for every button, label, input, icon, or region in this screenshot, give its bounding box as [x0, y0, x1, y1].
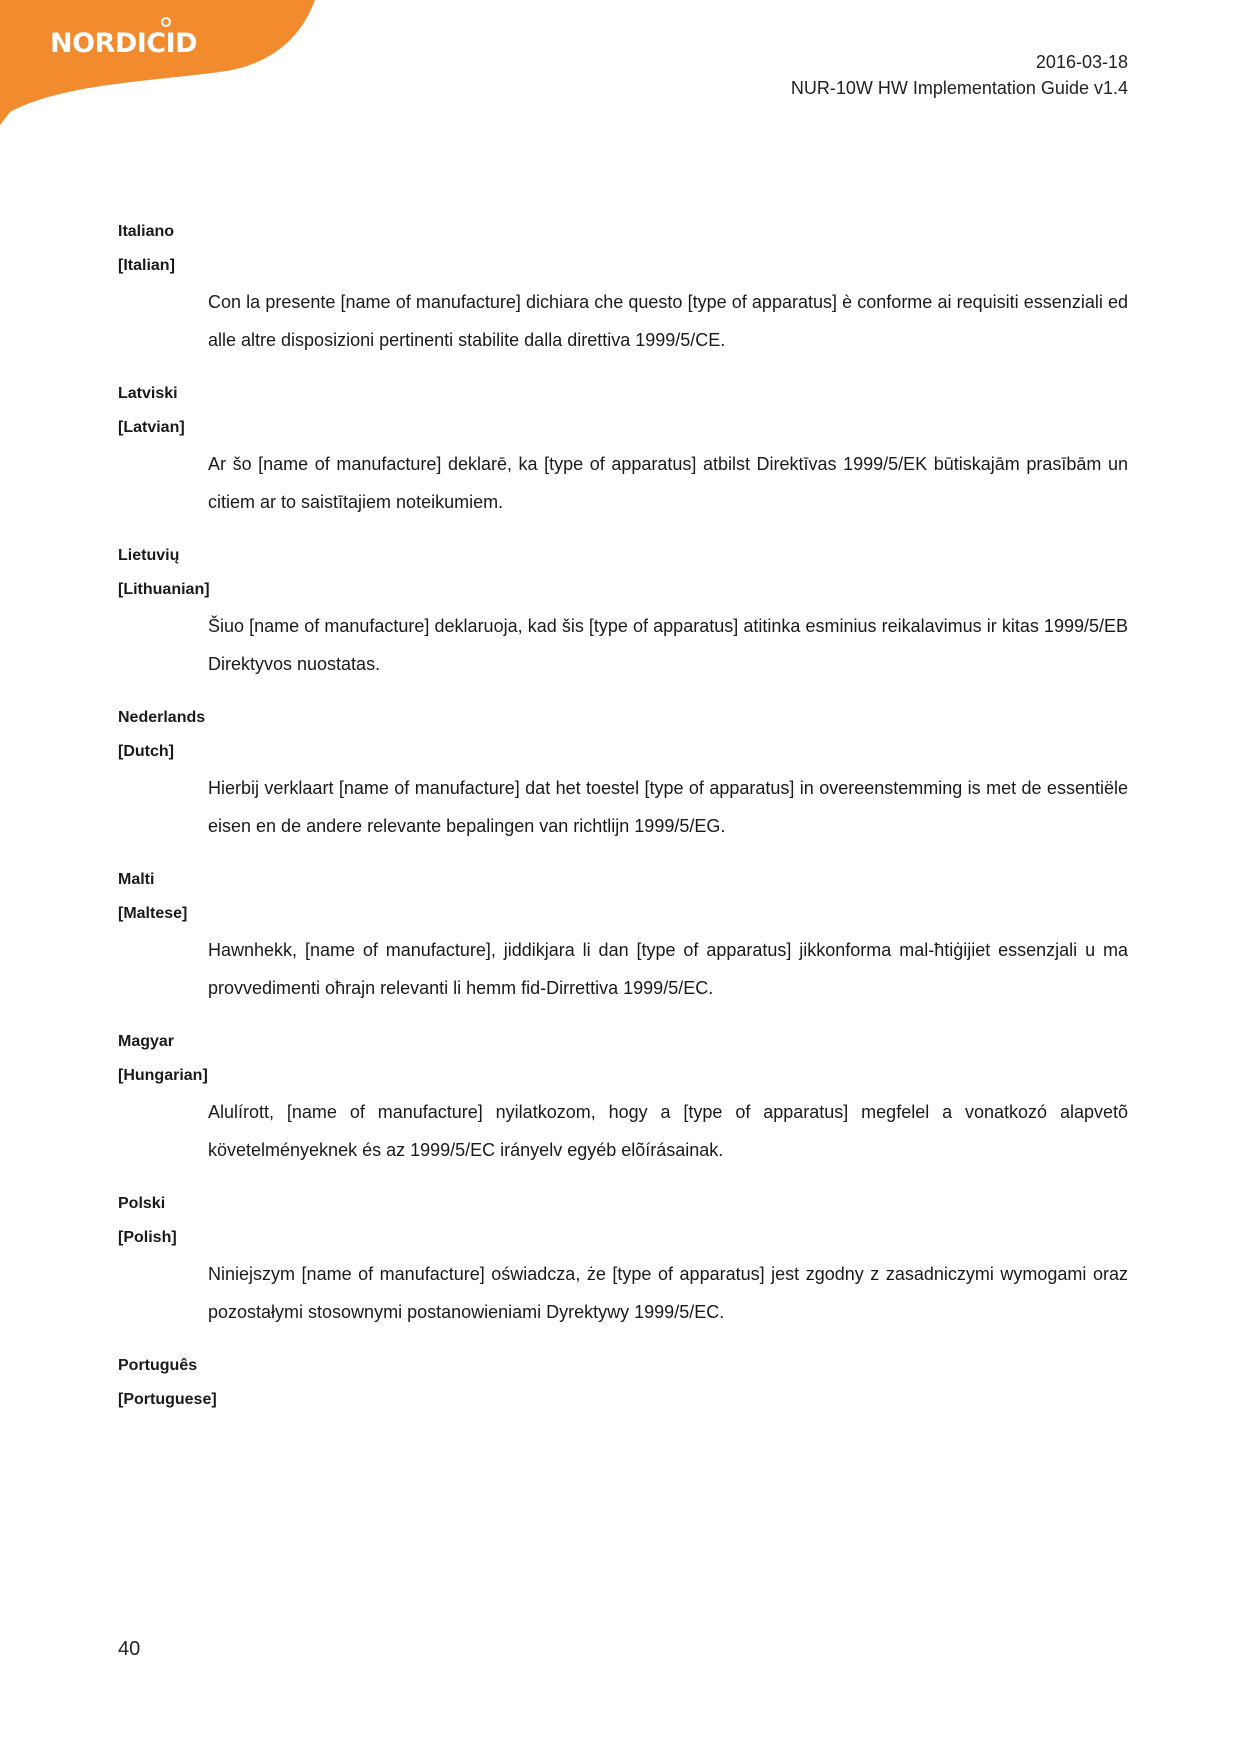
page-number: 40 — [118, 1638, 141, 1660]
language-english-name: [Maltese] — [118, 905, 188, 922]
language-section-polish — [118, 1194, 1128, 1331]
language-english-name: [Hungarian] — [118, 1067, 208, 1084]
language-section-latvian — [118, 384, 1128, 521]
declaration-statement: Alulírott, [name of manufacture] nyilatkozom, hogy a [type of apparatus] megfelel a vonatkozó alapvetõ követelményeknek és az 1999/5/EC irányelv egyéb elõírásainak. — [208, 1102, 1128, 1160]
logo-mark-icon — [161, 17, 171, 27]
language-native-name: Português — [118, 1357, 198, 1374]
header-brand-shape — [0, 0, 320, 130]
language-english-name: [Portuguese] — [118, 1391, 217, 1408]
declarations-list — [118, 222, 1128, 1435]
declaration-statement: Ar šo [name of manufacture] deklarē, ka [type of apparatus] atbilst Direktīvas 1999/5/EK būtiskajām prasībām un citiem ar to saistītajiem noteikumiem. — [208, 454, 1128, 512]
declaration-statement: Hierbij verklaart [name of manufacture] dat het toestel [type of apparatus] in overeenstemming is met de essentiële eisen en de andere relevante bepalingen van richtlijn 1999/5/EG. — [208, 778, 1128, 836]
language-english-name: [Polish] — [118, 1229, 177, 1246]
declaration-statement: Con la presente [name of manufacture] dichiara che questo [type of apparatus] è conforme ai requisiti essenziali ed alle altre disposizioni pertinenti stabilite dalla direttiva 1999/5/CE. — [208, 292, 1128, 350]
language-section-portuguese — [118, 1356, 1128, 1410]
language-native-name: Malti — [118, 871, 155, 888]
language-english-name: [Dutch] — [118, 743, 174, 760]
language-english-name: [Lithuanian] — [118, 581, 210, 598]
language-section-dutch — [118, 708, 1128, 845]
language-section-maltese — [118, 870, 1128, 1007]
language-section-hungarian — [118, 1032, 1128, 1169]
declaration-statement: Niniejszym [name of manufacture] oświadcza, że [type of apparatus] jest zgodny z zasadniczymi wymogami oraz pozostałymi stosownymi postanowieniami Dyrektywy 1999/5/EC. — [208, 1264, 1128, 1322]
language-native-name: Nederlands — [118, 709, 206, 726]
language-native-name: Italiano — [118, 223, 175, 240]
language-english-name: [Latvian] — [118, 419, 185, 436]
language-native-name: Magyar — [118, 1033, 175, 1050]
language-native-name: Lietuvių — [118, 547, 180, 564]
language-native-name: Polski — [118, 1195, 166, 1212]
document-title: NUR-10W HW Implementation Guide v1.4 — [790, 78, 1128, 98]
language-native-name: Latviski — [118, 385, 178, 402]
nordicid-logo: NORDICID — [50, 28, 198, 59]
declaration-statement: Šiuo [name of manufacture] deklaruoja, kad šis [type of apparatus] atitinka esminius reikalavimus ir kitas 1999/5/EB Direktyvos nuostatas. — [208, 616, 1128, 674]
language-english-name: [Italian] — [118, 257, 175, 274]
language-section-lithuanian — [118, 546, 1128, 683]
language-section-italian — [118, 222, 1128, 359]
header-meta — [791, 49, 1128, 101]
document-date: 2016-03-18 — [1035, 52, 1128, 72]
declaration-statement: Hawnhekk, [name of manufacture], jiddikjara li dan [type of apparatus] jikkonforma mal-ħtiġijiet essenzjali u ma provvedimenti oħrajn relevanti li hemm fid-Dirrettiva 1999/5/EC. — [208, 940, 1128, 998]
